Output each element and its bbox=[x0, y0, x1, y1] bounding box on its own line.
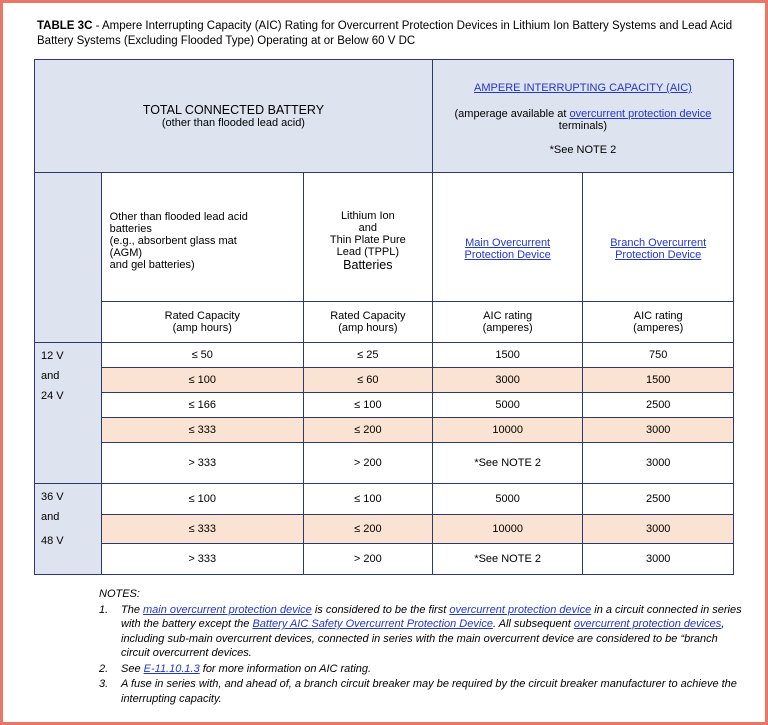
cell-branch-aic: 3000 bbox=[583, 515, 734, 544]
cell-branch-aic: 3000 bbox=[583, 544, 734, 575]
units-main-opd bbox=[432, 302, 583, 343]
cell-main-aic: *See NOTE 2 bbox=[432, 443, 583, 484]
lithium-line-1: and bbox=[358, 222, 378, 234]
header-battery-line1: TOTAL CONNECTED BATTERY bbox=[142, 103, 325, 117]
table-row bbox=[35, 544, 734, 575]
units-lithium bbox=[303, 302, 432, 343]
note-link[interactable]: overcurrent protection device bbox=[449, 603, 592, 616]
table-row bbox=[35, 515, 734, 544]
note-link[interactable]: E-11.10.1.3 bbox=[143, 662, 200, 675]
cell-main-aic: 1500 bbox=[432, 343, 583, 368]
cell-lithium: ≤ 60 bbox=[303, 368, 432, 393]
notes-section bbox=[99, 587, 747, 706]
lithium-line-2: Thin Plate Pure bbox=[329, 234, 406, 246]
cell-lithium: ≤ 200 bbox=[303, 418, 432, 443]
note-text bbox=[121, 662, 747, 677]
header-col-main-opd bbox=[432, 173, 583, 302]
voltage-line-1-1: and bbox=[41, 511, 60, 523]
units-branch-opd bbox=[583, 302, 734, 343]
cell-main-aic: 5000 bbox=[432, 393, 583, 418]
units-aic-rating-2: AIC rating bbox=[633, 310, 683, 322]
aic-sub-post: terminals) bbox=[558, 120, 608, 132]
table-row bbox=[35, 393, 734, 418]
cell-branch-aic: 1500 bbox=[583, 368, 734, 393]
table-title bbox=[37, 19, 741, 49]
voltage-cell-group-0 bbox=[35, 343, 102, 484]
cell-lithium: > 200 bbox=[303, 443, 432, 484]
table-row bbox=[35, 368, 734, 393]
voltage-line-0-0: 12 V bbox=[41, 350, 64, 362]
voltage-line-1-2: 48 V bbox=[41, 535, 64, 547]
cell-lead-acid: ≤ 100 bbox=[101, 368, 303, 393]
other-lead-acid-line-4: and gel batteries) bbox=[109, 259, 195, 271]
aic-group-subtitle bbox=[443, 108, 723, 132]
header-total-connected-battery bbox=[35, 60, 433, 173]
units-rated-capacity-2: Rated Capacity bbox=[330, 310, 406, 322]
lithium-line-0: Lithium Ion bbox=[340, 210, 395, 222]
table-row bbox=[35, 443, 734, 484]
cell-lead-acid: ≤ 333 bbox=[101, 515, 303, 544]
note-text-segment: is considered to be the first bbox=[311, 603, 450, 616]
lithium-line-3: Lead (TPPL) bbox=[336, 246, 400, 258]
notes-heading: NOTES: bbox=[99, 588, 140, 600]
header-battery-line2: (other than flooded lead acid) bbox=[161, 117, 305, 129]
cell-branch-aic: 750 bbox=[583, 343, 734, 368]
cell-lithium: ≤ 25 bbox=[303, 343, 432, 368]
units-amperes-1: (amperes) bbox=[482, 322, 533, 334]
cell-branch-aic: 2500 bbox=[583, 393, 734, 418]
cell-lead-acid: ≤ 166 bbox=[101, 393, 303, 418]
units-other-lead-acid bbox=[101, 302, 303, 343]
cell-branch-aic: 3000 bbox=[583, 418, 734, 443]
cell-lead-acid: > 333 bbox=[101, 443, 303, 484]
overcurrent-protection-device-link[interactable]: overcurrent protection device bbox=[569, 108, 712, 120]
table-title-rest: - Ampere Interrupting Capacity (AIC) Rating for Overcurrent Protection Devices in Lithium Ion Battery Systems and Lead Acid Battery Systems (Excluding Flooded Type) Operating at or Below 60 V DC bbox=[37, 20, 733, 47]
cell-main-aic: 10000 bbox=[432, 418, 583, 443]
main-opd-link-line-1[interactable]: Protection Device bbox=[464, 249, 551, 261]
units-rated-capacity-1: Rated Capacity bbox=[164, 310, 240, 322]
aic-group-note: *See NOTE 2 bbox=[549, 144, 617, 156]
cell-lead-acid: > 333 bbox=[101, 544, 303, 575]
aic-group-title-link[interactable]: AMPERE INTERRUPTING CAPACITY (AIC) bbox=[474, 82, 692, 94]
aic-table bbox=[34, 59, 734, 575]
note-text-segment: See bbox=[121, 662, 144, 675]
header-voltage-blank bbox=[35, 173, 102, 343]
voltage-line-0-1: and bbox=[41, 370, 60, 382]
other-lead-acid-line-0: Other than flooded lead acid bbox=[109, 211, 248, 223]
branch-opd-link-line-1[interactable]: Protection Device bbox=[615, 249, 702, 261]
header-col-other-lead-acid bbox=[101, 173, 303, 302]
cell-lithium: ≤ 100 bbox=[303, 393, 432, 418]
note-item bbox=[99, 603, 747, 661]
note-text-segment: . All subsequent bbox=[492, 618, 574, 630]
cell-branch-aic: 3000 bbox=[583, 443, 734, 484]
cell-main-aic: 5000 bbox=[432, 484, 583, 515]
table-units-row bbox=[35, 302, 734, 343]
note-text-segment: for more information on AIC rating. bbox=[199, 662, 372, 675]
note-item bbox=[99, 677, 747, 706]
note-item bbox=[99, 662, 747, 677]
note-text bbox=[121, 677, 747, 706]
table-row bbox=[35, 484, 734, 515]
branch-opd-link-line-0[interactable]: Branch Overcurrent bbox=[610, 237, 707, 249]
note-number: 3. bbox=[99, 678, 109, 690]
note-link[interactable]: main overcurrent protection device bbox=[143, 603, 312, 616]
cell-lead-acid: ≤ 333 bbox=[101, 418, 303, 443]
cell-lead-acid: ≤ 50 bbox=[101, 343, 303, 368]
table-column-header-row bbox=[35, 173, 734, 302]
note-text-segment: , including sub-main overcurrent devices, connected in series with the main overcurrent device are considered to be “branch circuit overcurrent devices. bbox=[121, 618, 725, 659]
cell-lithium: ≤ 100 bbox=[303, 484, 432, 515]
header-col-branch-opd bbox=[583, 173, 734, 302]
note-number: 2. bbox=[99, 662, 109, 675]
cell-lead-acid: ≤ 100 bbox=[101, 484, 303, 515]
cell-lithium: > 200 bbox=[303, 544, 432, 575]
cell-main-aic: 3000 bbox=[432, 368, 583, 393]
note-text-segment: A fuse in series with, and ahead of, a branch circuit breaker may be required by the circuit breaker manufacturer to achieve the interrupting capacity. bbox=[121, 678, 737, 705]
units-amperes-2: (amperes) bbox=[633, 322, 684, 334]
other-lead-acid-line-2: (e.g., absorbent glass mat bbox=[109, 235, 237, 247]
units-aic-rating-1: AIC rating bbox=[483, 310, 533, 322]
table-row bbox=[35, 418, 734, 443]
note-link[interactable]: overcurrent protection devices bbox=[573, 618, 722, 630]
cell-main-aic: 10000 bbox=[432, 515, 583, 544]
other-lead-acid-line-1: batteries bbox=[109, 223, 152, 235]
units-amp-hours-1: (amp hours) bbox=[172, 322, 232, 334]
header-col-lithium bbox=[303, 173, 432, 302]
table-group-header-row bbox=[35, 60, 734, 173]
voltage-line-0-2: 24 V bbox=[41, 390, 64, 402]
note-link[interactable]: Battery AIC Safety Overcurrent Protection Device bbox=[252, 618, 493, 630]
lithium-line-4: Batteries bbox=[343, 258, 393, 272]
note-text bbox=[121, 603, 747, 661]
table-label: TABLE 3C bbox=[37, 20, 93, 32]
cell-lithium: ≤ 200 bbox=[303, 515, 432, 544]
main-opd-link-line-0[interactable]: Main Overcurrent bbox=[465, 237, 551, 249]
note-text-segment: The bbox=[121, 603, 144, 616]
cell-branch-aic: 2500 bbox=[583, 484, 734, 515]
voltage-line-1-0: 36 V bbox=[41, 491, 64, 503]
note-text-segment: in a circuit connected in series with the battery except the bbox=[121, 603, 742, 630]
header-aic-group bbox=[432, 60, 733, 173]
aic-sub-pre: (amperage available at bbox=[454, 108, 570, 120]
other-lead-acid-line-3: (AGM) bbox=[109, 247, 143, 259]
voltage-cell-group-1 bbox=[35, 484, 102, 575]
note-number: 1. bbox=[99, 603, 109, 616]
table-row bbox=[35, 343, 734, 368]
notes-list bbox=[99, 603, 747, 707]
cell-main-aic: *See NOTE 2 bbox=[432, 544, 583, 575]
units-amp-hours-2: (amp hours) bbox=[338, 322, 398, 334]
